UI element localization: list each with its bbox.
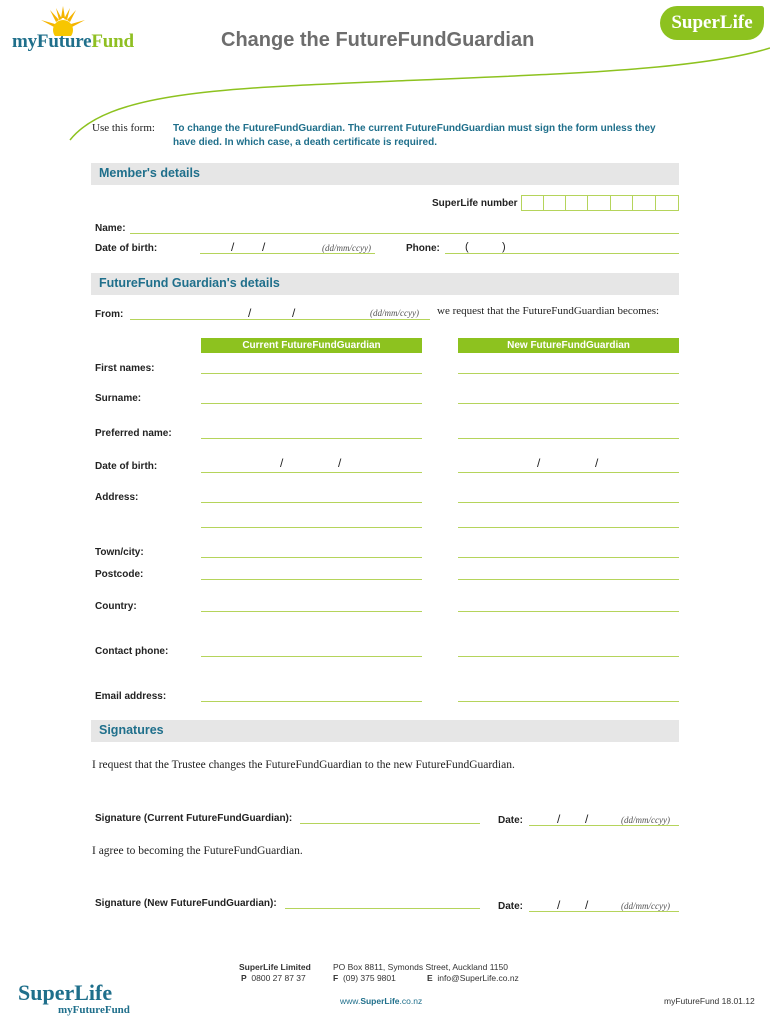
new-postcode-field[interactable] <box>458 579 679 580</box>
members-section-header <box>91 163 679 185</box>
new-date-field[interactable] <box>529 911 679 912</box>
current-date-field[interactable] <box>529 825 679 826</box>
footer-address: PO Box 8811, Symonds Street, Auckland 1150 <box>333 962 508 972</box>
member-phone-label: Phone: <box>406 243 440 254</box>
digit-box[interactable] <box>611 195 633 211</box>
current-country-field[interactable] <box>201 611 422 612</box>
current-preferred-name-field[interactable] <box>201 438 422 439</box>
new-contact-phone-field[interactable] <box>458 656 679 657</box>
from-label: From: <box>95 309 124 320</box>
footer-company-name: SuperLife Limited <box>239 962 311 972</box>
member-dob-label: Date of birth: <box>95 243 158 254</box>
postcode-label: Postcode: <box>95 569 144 580</box>
footer-phone <box>241 973 306 983</box>
guardian-heading: FutureFund Guardian's details <box>99 276 280 290</box>
member-dob-slash-2: / <box>262 240 266 254</box>
logo-part-2: Fund <box>91 31 134 52</box>
new-signature-label: Signature (New FutureFundGuardian): <box>95 898 277 909</box>
intro-label: Use this form: <box>92 122 155 134</box>
current-dob-slash-2: / <box>338 456 342 470</box>
new-email-field[interactable] <box>458 701 679 702</box>
superlife-number-label: SuperLife number <box>432 198 518 209</box>
from-date-field[interactable] <box>130 319 430 320</box>
from-slash-2: / <box>292 306 296 320</box>
superlife-badge: SuperLife <box>660 6 764 40</box>
digit-box[interactable] <box>633 195 656 211</box>
guardian-dob-label: Date of birth: <box>95 461 158 472</box>
current-email-field[interactable] <box>201 701 422 702</box>
footer-fax-number: (09) 375 9801 <box>342 973 396 983</box>
signatures-section-header <box>91 720 679 742</box>
footer-superlife-logo <box>18 982 130 1016</box>
surname-label: Surname: <box>95 393 142 404</box>
footer-phone-prefix: P <box>241 973 247 983</box>
new-date-hint: (dd/mm/ccyy) <box>621 901 670 911</box>
footer-phone-number: 0800 27 87 37 <box>251 973 306 983</box>
new-dob-slash-2: / <box>595 456 599 470</box>
phone-paren-close: ) <box>502 241 506 253</box>
current-date-label: Date: <box>498 815 524 826</box>
new-preferred-name-field[interactable] <box>458 438 679 439</box>
members-heading: Member's details <box>99 166 200 180</box>
current-date-slash-1: / <box>557 812 561 826</box>
signatures-heading: Signatures <box>99 723 164 737</box>
footer-web-prefix: www. <box>340 996 361 1006</box>
agree-statement: I agree to becoming the FutureFundGuardian. <box>92 845 303 857</box>
current-dob-slash-1: / <box>280 456 284 470</box>
intro-text-line2: have died. In which case, a death certificate is required. <box>173 137 437 148</box>
intro-text-line1: To change the FutureFundGuardian. The current FutureFundGuardian must sign the form unless they <box>173 123 656 134</box>
new-address-field-2[interactable] <box>458 527 679 528</box>
preferred-name-label: Preferred name: <box>95 428 172 439</box>
footer-email-address: info@SuperLife.co.nz <box>437 973 519 983</box>
current-address-field-1[interactable] <box>201 502 422 503</box>
member-dob-hint: (dd/mm/ccyy) <box>322 243 371 253</box>
current-postcode-field[interactable] <box>201 579 422 580</box>
new-date-slash-2: / <box>585 898 589 912</box>
footer-website-link[interactable] <box>340 996 422 1006</box>
current-address-field-2[interactable] <box>201 527 422 528</box>
address-label: Address: <box>95 492 139 503</box>
new-guardian-heading: New FutureFundGuardian <box>458 338 679 353</box>
superlife-number-boxes[interactable] <box>521 195 679 211</box>
member-dob-slash-1: / <box>231 240 235 254</box>
current-date-hint: (dd/mm/ccyy) <box>621 815 670 825</box>
current-contact-phone-field[interactable] <box>201 656 422 657</box>
new-dob-slash-1: / <box>537 456 541 470</box>
member-name-field[interactable] <box>130 233 679 234</box>
guardian-section-header <box>91 273 679 295</box>
digit-box[interactable] <box>656 195 679 211</box>
request-statement: I request that the Trustee changes the FutureFundGuardian to the new FutureFundGuardian. <box>92 759 515 771</box>
digit-box[interactable] <box>588 195 611 211</box>
digit-box[interactable] <box>544 195 566 211</box>
digit-box[interactable] <box>521 195 544 211</box>
new-address-field-1[interactable] <box>458 502 679 503</box>
first-names-label: First names: <box>95 363 155 374</box>
town-label: Town/city: <box>95 547 144 558</box>
footer-web-brand: SuperLife <box>360 996 400 1006</box>
member-dob-field[interactable] <box>200 253 375 254</box>
current-date-slash-2: / <box>585 812 589 826</box>
current-signature-field[interactable] <box>300 823 480 824</box>
new-town-field[interactable] <box>458 557 679 558</box>
footer-email[interactable] <box>427 973 519 983</box>
email-label: Email address: <box>95 691 167 702</box>
new-signature-field[interactable] <box>285 908 480 909</box>
page-title: Change the FutureFundGuardian <box>221 29 535 51</box>
current-town-field[interactable] <box>201 557 422 558</box>
country-label: Country: <box>95 601 137 612</box>
new-first-names-field[interactable] <box>458 373 679 374</box>
current-first-names-field[interactable] <box>201 373 422 374</box>
new-dob-field[interactable] <box>458 472 679 473</box>
footer-logo-main: SuperLife <box>18 980 113 1005</box>
digit-box[interactable] <box>566 195 588 211</box>
new-surname-field[interactable] <box>458 403 679 404</box>
footer-company <box>239 962 311 972</box>
from-date-hint: (dd/mm/ccyy) <box>370 308 419 318</box>
new-country-field[interactable] <box>458 611 679 612</box>
footer-version: myFutureFund 18.01.12 <box>664 996 755 1006</box>
from-slash-1: / <box>248 306 252 320</box>
logo-part-1: myFuture <box>12 31 92 52</box>
footer-logo-sub: myFutureFund <box>58 1004 130 1016</box>
current-guardian-heading: Current FutureFundGuardian <box>201 338 422 353</box>
phone-paren-open: ( <box>465 241 469 253</box>
footer-fax <box>333 973 396 983</box>
current-dob-field[interactable] <box>201 472 422 473</box>
member-phone-field[interactable] <box>445 253 679 254</box>
footer-fax-prefix: F <box>333 973 339 983</box>
current-signature-label: Signature (Current FutureFundGuardian): <box>95 813 293 824</box>
footer-email-prefix: E <box>427 973 433 983</box>
new-date-label: Date: <box>498 901 524 912</box>
member-name-label: Name: <box>95 223 126 234</box>
contact-phone-label: Contact phone: <box>95 646 169 657</box>
request-text: we request that the FutureFundGuardian becomes: <box>437 305 660 317</box>
footer-web-suffix: .co.nz <box>399 996 423 1006</box>
new-date-slash-1: / <box>557 898 561 912</box>
current-surname-field[interactable] <box>201 403 422 404</box>
